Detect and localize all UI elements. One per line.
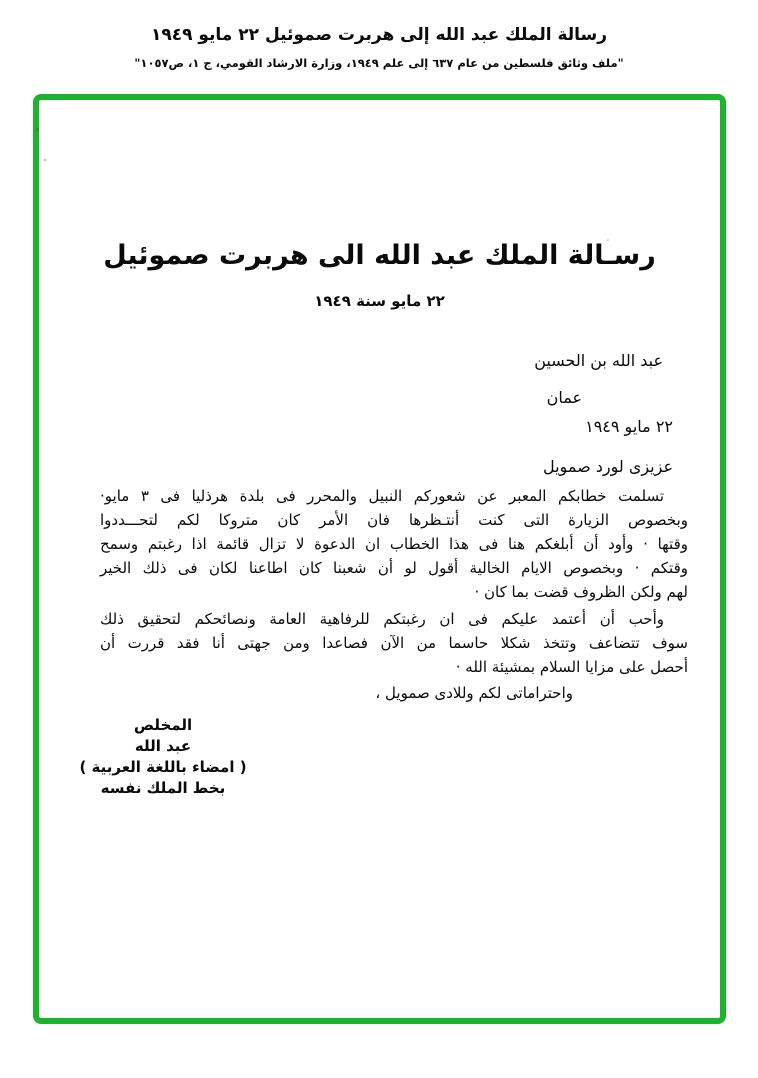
- signature-note-hand: بخط الملك نفسه: [100, 779, 226, 797]
- body-line: وبخصوص الزيارة التى كنت أنتـظرها فان الأمر كان متروكا لكم لتحـــددوا: [100, 511, 688, 529]
- sender-city: عمان: [546, 388, 582, 407]
- header-citation-title: رسالة الملك عبد الله إلى هربرت صموئيل ٢٢ مايو ١٩٤٩: [150, 25, 608, 45]
- signature-block: [78, 715, 248, 799]
- body-line: وقتكم · وبخصوص الايام الخالية أقول لو أن شعبنا كان اطاعنا لكان فى ذلك الخير: [100, 559, 688, 577]
- body-line: لهم ولكن الظروف قضت بما كان ·: [474, 583, 688, 601]
- letter-title: رسـالة الملك عبد الله الى هربرت صموئيل: [103, 240, 656, 271]
- body-line: سوف تتضاعف وتتخذ شكلا حاسما من الآن فصاعدا ومن جهتى أنا فقد قررت أن: [100, 634, 688, 652]
- sender-date: ٢٢ مايو ١٩٤٩: [585, 417, 673, 436]
- body-line: وأحب أن أعتمد عليكم فى ان رغبتكم للرفاهية العامة ونصائحكم لتحقيق ذلك: [100, 610, 664, 628]
- body-line: وقتها · وأود أن أبلغكم هنا فى هذا الخطاب ان الدعوة لا تزال قائمة اذا رغبتم وسمح: [100, 535, 688, 553]
- scan-speck: [36, 128, 39, 131]
- scan-speck: [44, 159, 46, 161]
- paragraph-1: [100, 484, 688, 604]
- body-line: أحصل على مزايا السلام بمشيئة الله ·: [455, 658, 688, 676]
- signature-name: عبد الله: [134, 737, 192, 755]
- body-line: تسلمت خطابكم المعبر عن شعوركم النبيل والمحرر فى بلدة هرذليا فى ٣ مايو·: [100, 487, 664, 505]
- signature-role: المخلص: [133, 716, 193, 734]
- closing-line: واحتراماتى لكم وللادى صمويل ،: [375, 684, 573, 702]
- header-citation-source: "ملف وثائق فلسطين من عام ٦٣٧ إلى علم ١٩٤٩، وزارة الارشاد القومي، ج ١، ص١٠٥٧": [134, 56, 624, 70]
- paragraph-2: [100, 607, 688, 679]
- salutation: عزيزى لورد صمويل: [542, 457, 673, 476]
- signature-note-seal: ( امضاء باللغة العربية ): [79, 758, 247, 776]
- letter-date-subtitle: ٢٢ مايو سنة ١٩٤٩: [314, 292, 445, 310]
- sender-name: عبد الله بن الحسين: [534, 351, 663, 370]
